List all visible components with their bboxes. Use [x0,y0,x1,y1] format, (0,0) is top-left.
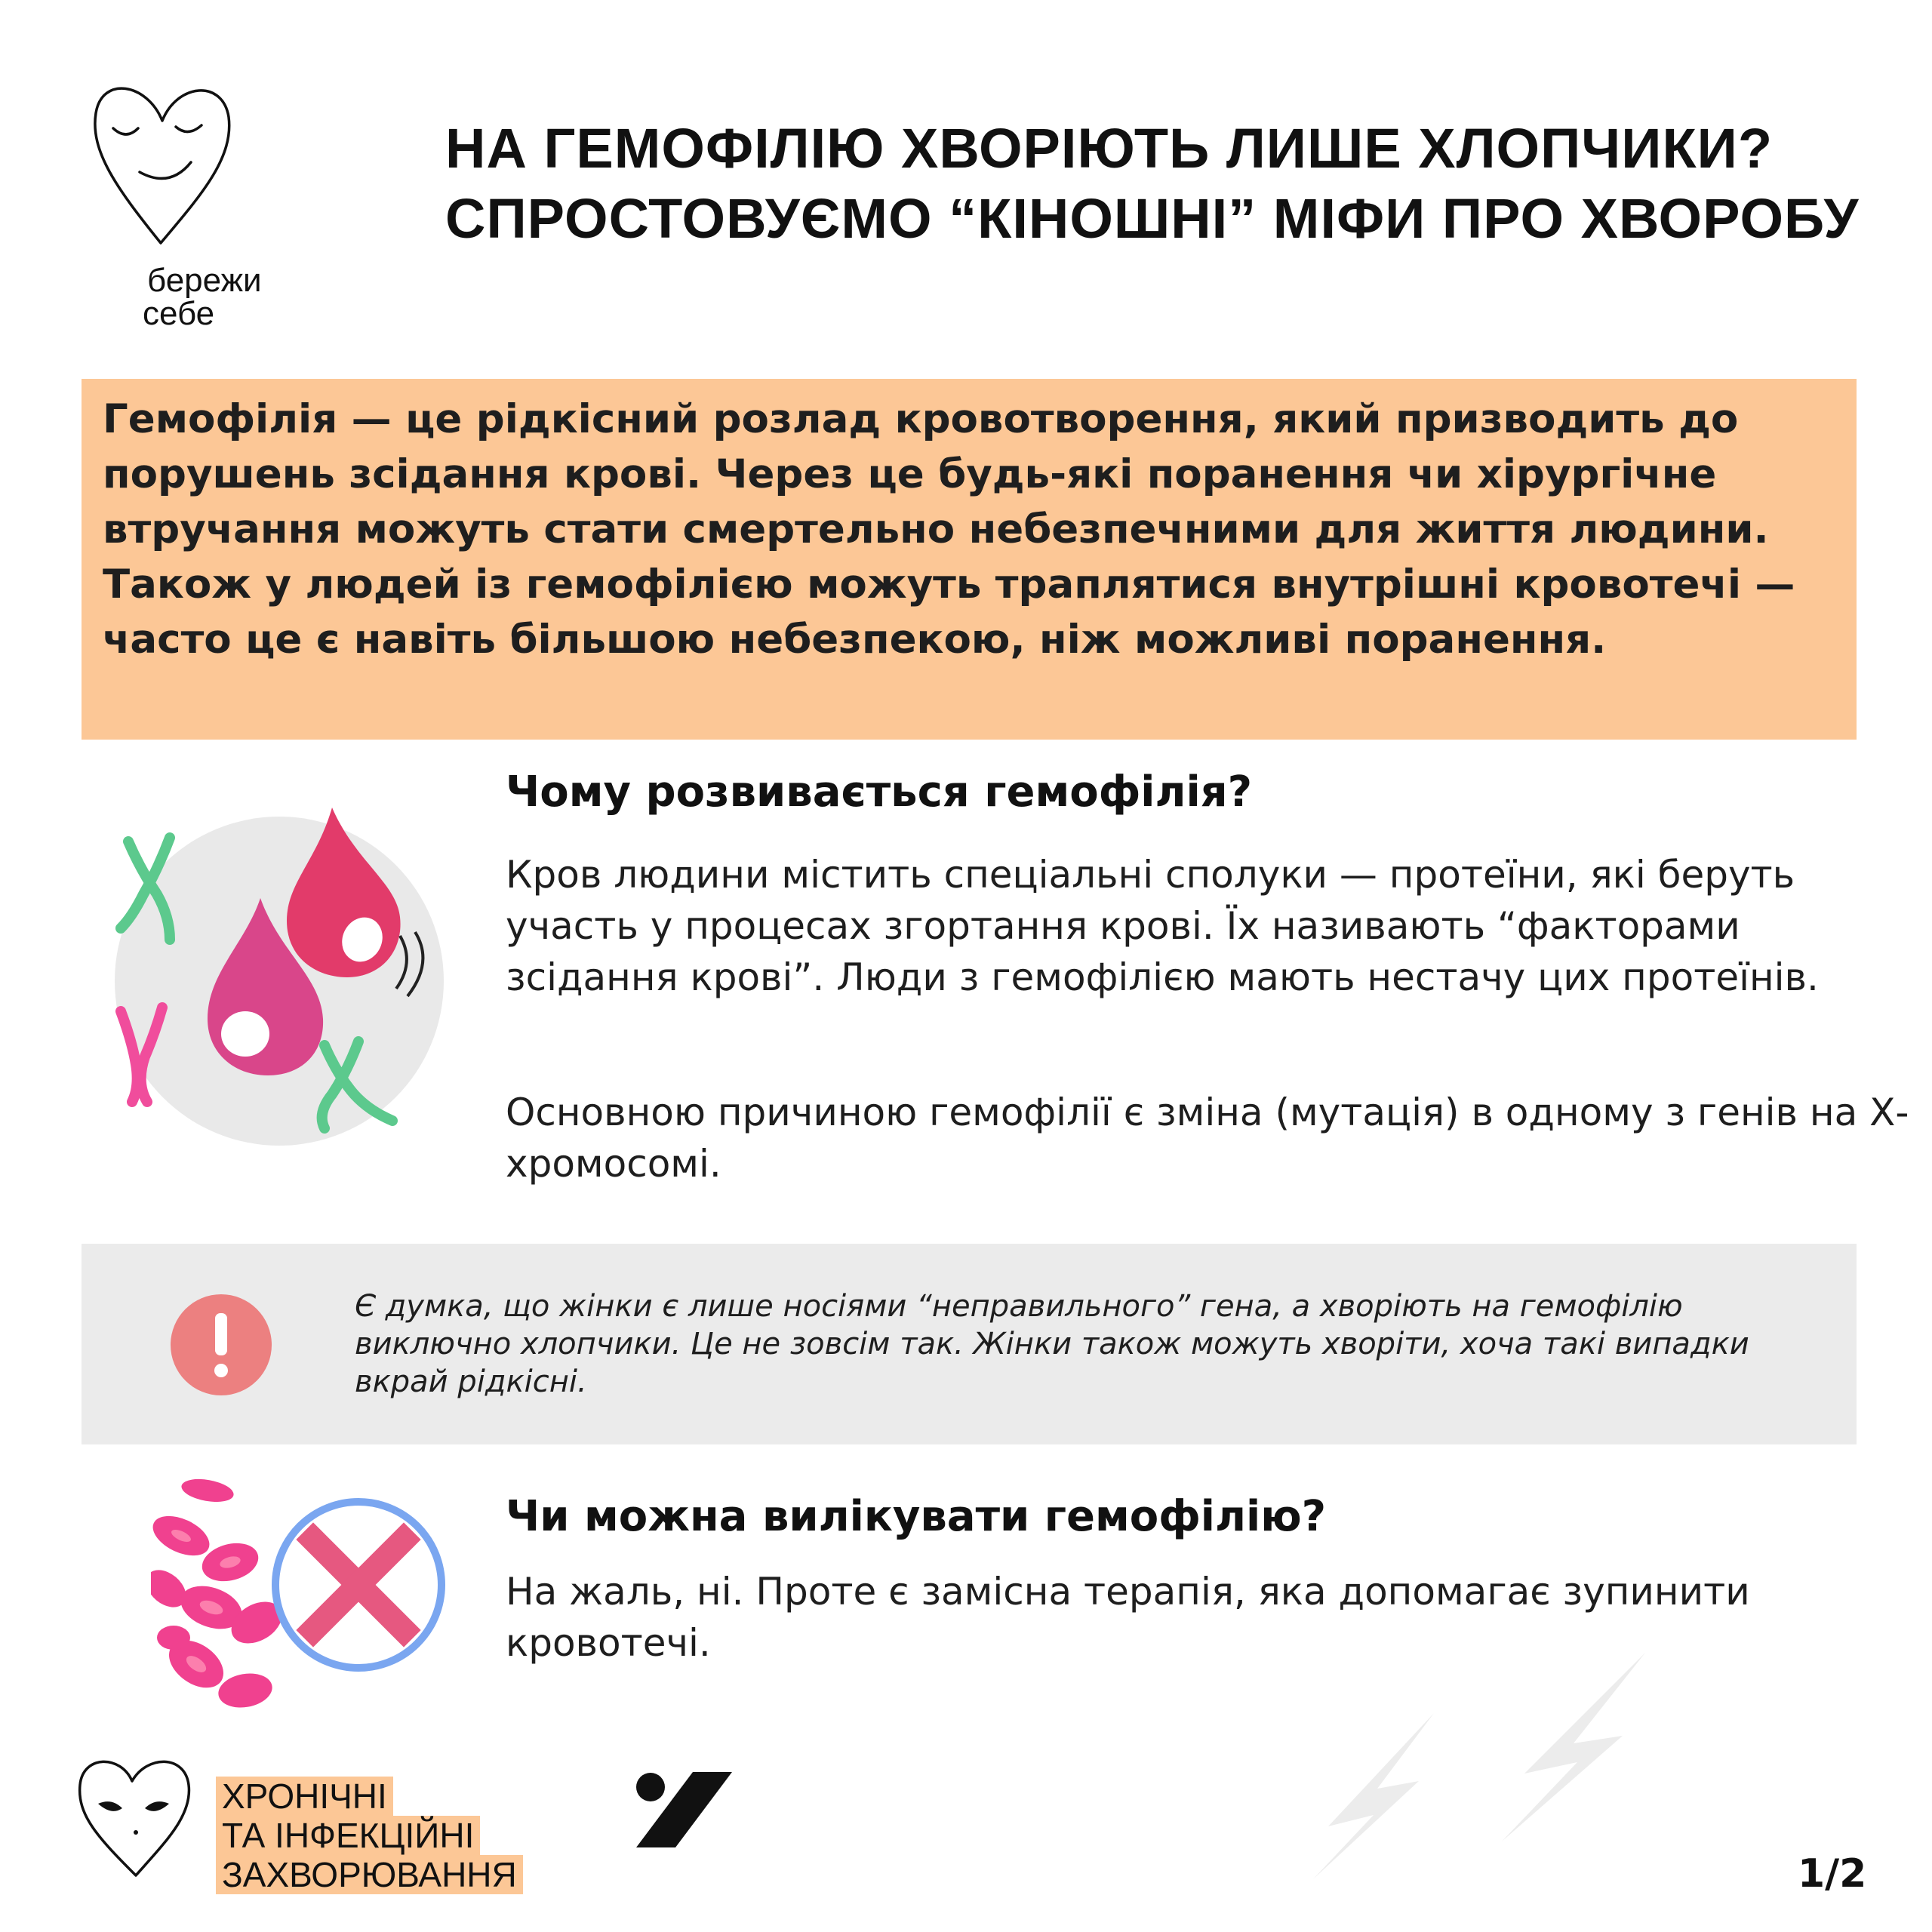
brand-name-line2: себе [143,295,215,332]
partner-mark-icon [634,1772,732,1847]
blood-cells-cross-icon [151,1475,453,1717]
page-title: НА ГЕМОФІЛІЮ ХВОРІЮТЬ ЛИШЕ ХЛОПЧИКИ? СПРОСТОВУЄМО “КІНОШНІ” МІФИ ПРО ХВОРОБУ [445,117,1860,250]
brand-name [143,262,343,332]
category-line1: ХРОНІЧНІ [216,1777,393,1816]
exclamation-icon [168,1292,274,1398]
category-line3: ЗАХВОРЮВАННЯ [216,1855,523,1894]
intro-box [82,379,1857,740]
section1-heading: Чому розвивається гемофілія? [506,768,1253,817]
category-line2: ТА ІНФЕКЦІЙНІ [216,1816,480,1855]
alien-heart-icon [75,1751,196,1879]
page-number: 1/2 [1798,1851,1867,1897]
lightning-bolts-icon [1298,1653,1675,1879]
section1-paragraph1: Кров людини містить спеціальні сполуки — протеїни, які беруть участь у процесах згортання крові. Їх називають “факторами зсідання крові”. Люди з гемофілією мають нестачу цих протеїнів. [506,853,1819,999]
section2-heading: Чи можна вилікувати гемофілію? [506,1492,1327,1541]
note-text: Є думка, що жінки є лише носіями “неправильного” гена, а хворіють на гемофілію виключно хлопчики. Це не зовсім так. Жінки також можуть хворіти, хоча такі випадки вкрай рідкісні. [355,1289,1749,1399]
category-tag [216,1777,523,1894]
note-box [82,1244,1857,1444]
section1-paragraph2: Основною причиною гемофілії є зміна (мутація) в одному з генів на Х-хромосомі. [506,1091,1909,1186]
brand-name-line1: бережи [147,262,262,299]
blood-drops-chromosomes-icon [98,792,453,1155]
smiling-heart-icon [87,75,238,249]
intro-text: Гемофілія — це рідкісний розлад кровотворення, який призводить до порушень зсідання крові. Через це будь-які поранення чи хірургічне втручання можуть стати смертельно небезпечними для життя людини. Також у людей із гемофілією можуть траплятися внутрішні кровотечі — часто це є навіть більшою небезпекою, ніж можливі поранення. [103,396,1795,663]
brand-logo [87,75,336,332]
section2-paragraph: На жаль, ні. Проте є замісна терапія, яка допомагає зупинити кровотечі. [506,1570,1750,1665]
